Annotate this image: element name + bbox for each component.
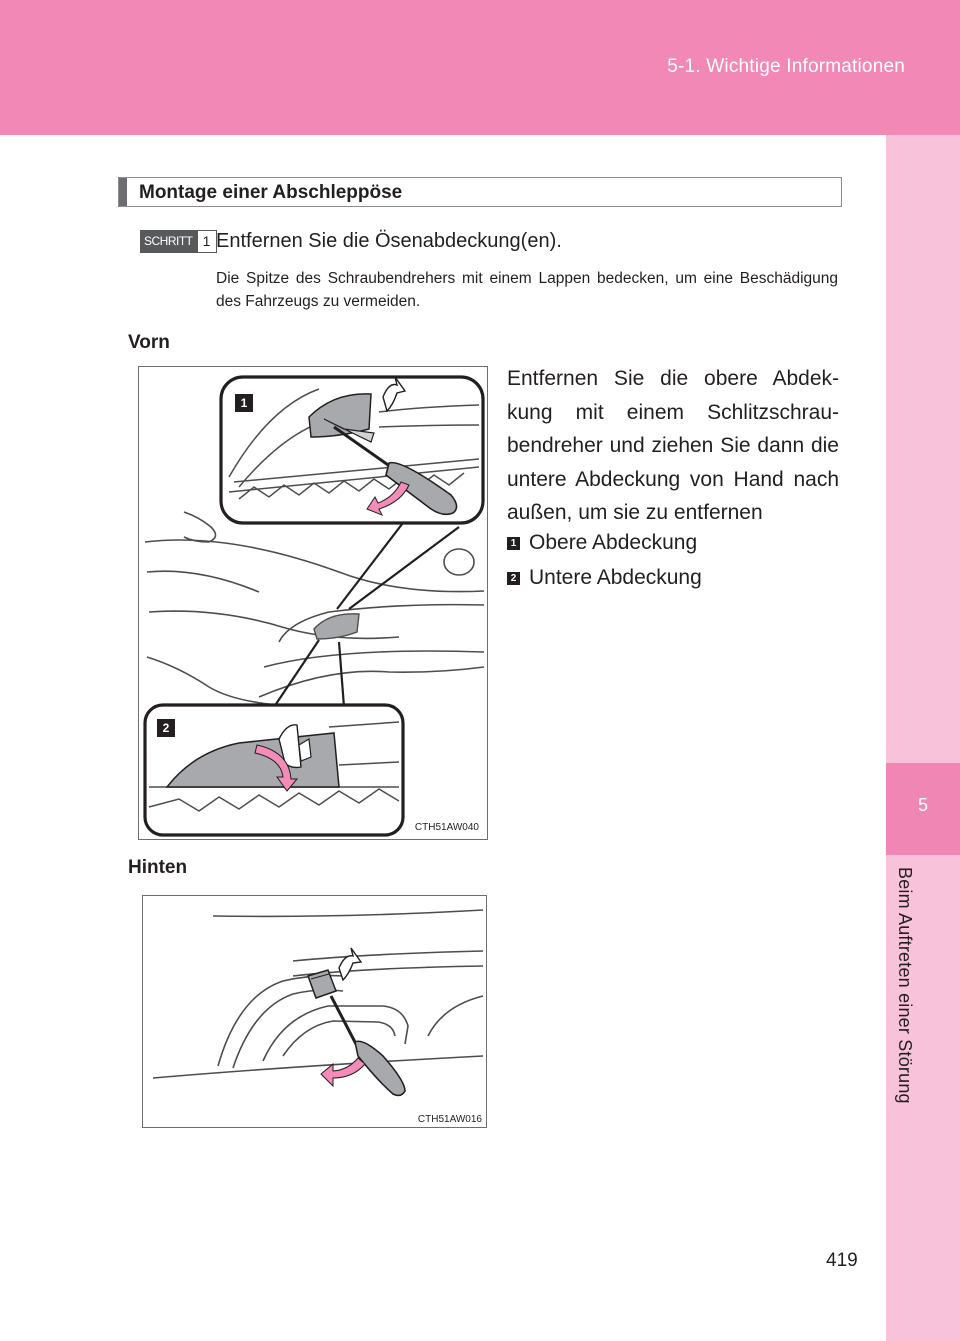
legend-number-1: 1 (507, 537, 520, 550)
legend-item-2 (507, 566, 702, 590)
step-note: Die Spitze des Schraubendrehers mit einem Lappen bedecken, um eine Beschädigung des Fahrzeugs zu vermeiden. (216, 270, 838, 310)
side-tab (886, 135, 960, 1341)
front-description: Entfernen Sie die obere Abdek-kung mit einem Schlitzschrau-bendreher und ziehen Sie dann die untere Abdeckung von Hand nach außen, um sie zu entfernen (507, 367, 839, 524)
page-number: 419 (826, 1250, 858, 1271)
rear-figure-code: CTH51AW016 (417, 1114, 482, 1125)
legend-label-1: Obere Abdeckung (529, 531, 698, 554)
rear-bumper-drawing (143, 896, 487, 1128)
callout-number-2: 2 (157, 719, 175, 737)
rear-illustration (142, 895, 487, 1128)
section-heading-bar (118, 177, 842, 207)
legend-label-2: Untere Abdeckung (529, 566, 702, 589)
side-tab-label: Beim Auftreten einer Störung (895, 867, 915, 1104)
side-tab-number: 5 (917, 795, 928, 815)
step-badge-number: 1 (197, 230, 217, 253)
chapter-title: 5-1. Wichtige Informationen (667, 56, 905, 77)
step-instruction: Entfernen Sie die Ösenabdeckung(en). (216, 230, 562, 252)
step-badge-word: SCHRITT (140, 230, 197, 253)
callout-number-1: 1 (235, 394, 253, 412)
legend-number-2: 2 (507, 572, 520, 585)
front-bumper-drawing (139, 367, 488, 840)
front-illustration (138, 366, 488, 840)
chapter-header (0, 0, 960, 135)
front-heading: Vorn (128, 332, 170, 353)
step-badge (140, 230, 217, 253)
front-figure-code: CTH51AW040 (414, 822, 479, 833)
legend-item-1 (507, 531, 697, 555)
section-title: Montage einer Abschleppöse (139, 182, 403, 203)
rear-heading: Hinten (128, 857, 188, 878)
